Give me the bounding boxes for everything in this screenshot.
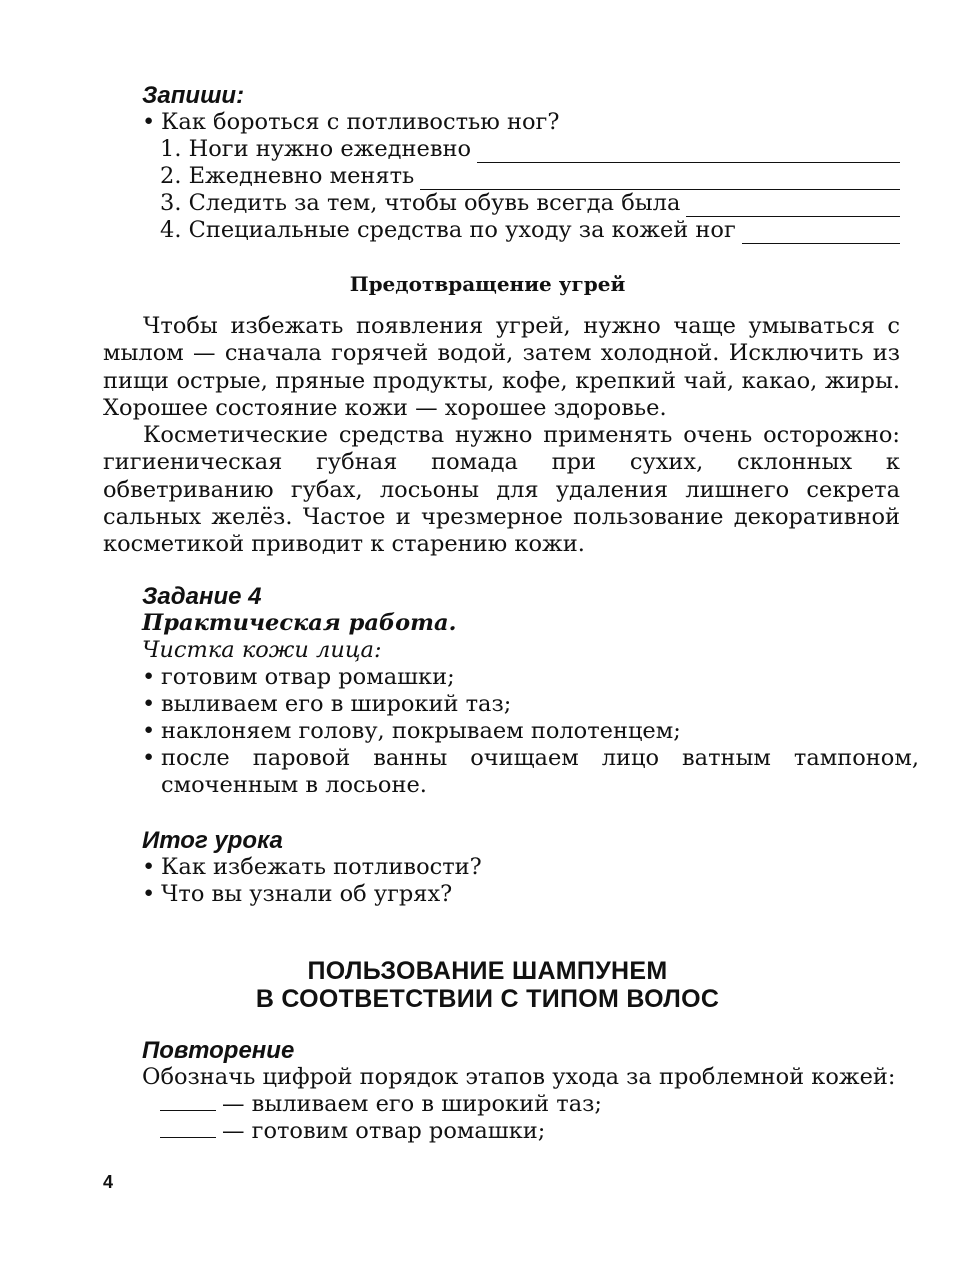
zapishi-item-3: 3. Следить за тем, чтобы обувь всегда была [160,190,900,217]
prevention-paragraph-1: Чтобы избежать появления угрей, нужно чаще умываться с мылом — сначала горячей водой, затем холодной. Исключить из пищи острые, пряные продукты, кофе, крепкий чай, какао, жиры. Хорошее состояние кожи — хорошее здоровье. [103,313,900,421]
summary-bullet: • Как избежать потливости? [142,854,482,880]
zapishi-question: • Как бороться с потливостью ног? [142,109,560,135]
zapishi-item-4: 4. Специальные средства по уходу за кожей ног [160,217,900,244]
answer-line[interactable] [742,225,900,244]
zapishi-item-2: 2. Ежедневно менять [160,163,900,190]
summary-bullet: • Что вы узнали об угрях? [142,881,453,907]
answer-line[interactable] [420,171,900,190]
task4-bullet: • наклоняем голову, покрываем полотенцем; [142,718,681,744]
task4-heading: Задание 4 [142,583,262,610]
answer-blank[interactable] [160,1092,216,1111]
zapishi-heading: Запиши: [142,82,245,109]
repeat-instruction: Обозначь цифрой порядок этапов ухода за проблемной кожей: [142,1064,896,1090]
answer-line[interactable] [686,198,900,217]
zapishi-item-1: 1. Ноги нужно ежедневно [160,136,900,163]
task4-bullet: • готовим отвар ромашки; [142,664,455,690]
repeat-heading: Повторение [142,1037,295,1064]
repeat-item: — готовим отвар ромашки; [160,1118,545,1145]
page-number: 4 [103,1172,114,1192]
chapter-title-line-1: ПОЛЬЗОВАНИЕ ШАМПУНЕМ [307,957,668,985]
prevention-title: Предотвращение угрей [349,272,626,296]
answer-line[interactable] [477,144,900,163]
task4-intro: Чистка кожи лица: [142,637,382,663]
summary-heading: Итог урока [142,827,283,854]
task4-subtitle: Практическая работа. [142,610,457,636]
repeat-item: — выливаем его в широкий таз; [160,1091,602,1118]
task4-bullet: • выливаем его в широкий таз; [142,691,512,717]
chapter-title-line-2: В СООТВЕТСТВИИ С ТИПОМ ВОЛОС [255,985,720,1013]
prevention-paragraph-2: Косметические средства нужно применять очень осторожно: гигиеническая губная помада при сухих, склонных к обветриванию губах, лосьоны для удаления лишнего секрета сальных желёз. Частое и чрезмерное пользование декоративной косметикой приводит к старению кожи. [103,422,900,558]
task4-bullet: • после паровой ванны очищаем лицо ватным тампоном, смоченным в лосьоне. [142,745,919,798]
bullet-dot: • [142,109,156,135]
answer-blank[interactable] [160,1119,216,1138]
